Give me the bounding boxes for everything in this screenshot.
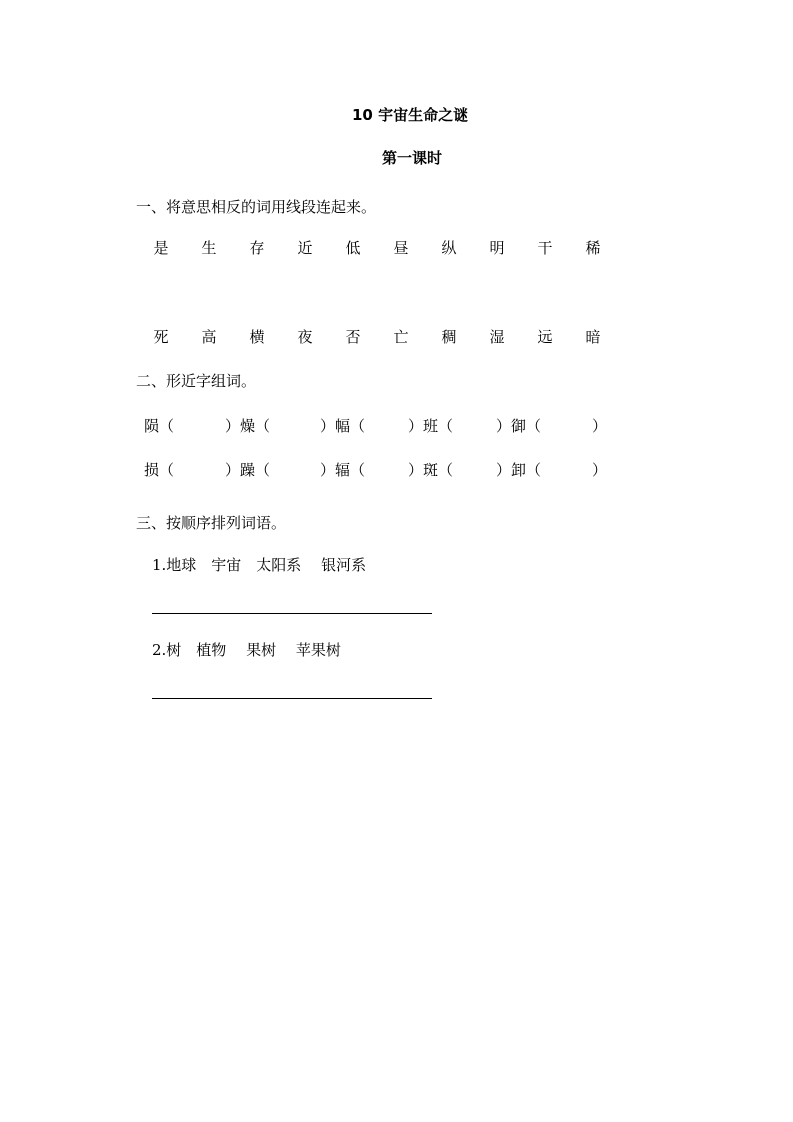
antonym-char: 低 <box>345 239 361 257</box>
word-blank: ） <box>592 417 608 435</box>
ordering-question-1: 1.地球 宇宙 太阳系 银河系 <box>152 556 367 574</box>
antonym-char: 明 <box>489 239 505 257</box>
antonym-char: 远 <box>537 328 553 346</box>
section3-heading: 三、按顺序排列词语。 <box>136 514 287 532</box>
word-blank: ）斑（ <box>408 461 454 479</box>
antonym-char: 是 <box>153 239 169 257</box>
antonym-char: 干 <box>537 239 553 257</box>
ordering-question-2: 2.树 植物 果树 苹果树 <box>152 641 341 659</box>
word-blank: ）辐（ <box>320 461 366 479</box>
antonym-char: 稀 <box>585 239 601 257</box>
antonym-char: 存 <box>249 239 265 257</box>
answer-line-2 <box>152 698 432 699</box>
document-subtitle: 第一课时 <box>382 149 443 167</box>
section2-heading: 二、形近字组词。 <box>136 372 257 390</box>
antonym-char: 高 <box>201 328 217 346</box>
antonym-char: 生 <box>201 239 217 257</box>
antonym-char: 昼 <box>393 239 409 257</box>
antonym-char: 否 <box>345 328 361 346</box>
antonym-char: 暗 <box>585 328 601 346</box>
antonym-char: 近 <box>297 239 313 257</box>
word-blank: ）御（ <box>496 417 542 435</box>
word-blank: ）燥（ <box>225 417 271 435</box>
word-blank: 损（ <box>144 461 175 479</box>
word-blank: ）班（ <box>408 417 454 435</box>
word-blank: ） <box>592 461 608 479</box>
word-blank: ）幅（ <box>320 417 366 435</box>
antonym-char: 夜 <box>297 328 313 346</box>
document-title: 10 宇宙生命之谜 <box>352 106 469 124</box>
antonym-char: 亡 <box>393 328 409 346</box>
answer-line-1 <box>152 613 432 614</box>
antonym-char: 稠 <box>441 328 457 346</box>
word-blank: 陨（ <box>144 417 175 435</box>
antonym-char: 死 <box>153 328 169 346</box>
antonym-char: 横 <box>249 328 265 346</box>
antonym-char: 湿 <box>489 328 505 346</box>
word-blank: ）躁（ <box>225 461 271 479</box>
word-blank: ）卸（ <box>496 461 542 479</box>
antonym-char: 纵 <box>441 239 457 257</box>
section1-heading: 一、将意思相反的词用线段连起来。 <box>136 198 377 216</box>
